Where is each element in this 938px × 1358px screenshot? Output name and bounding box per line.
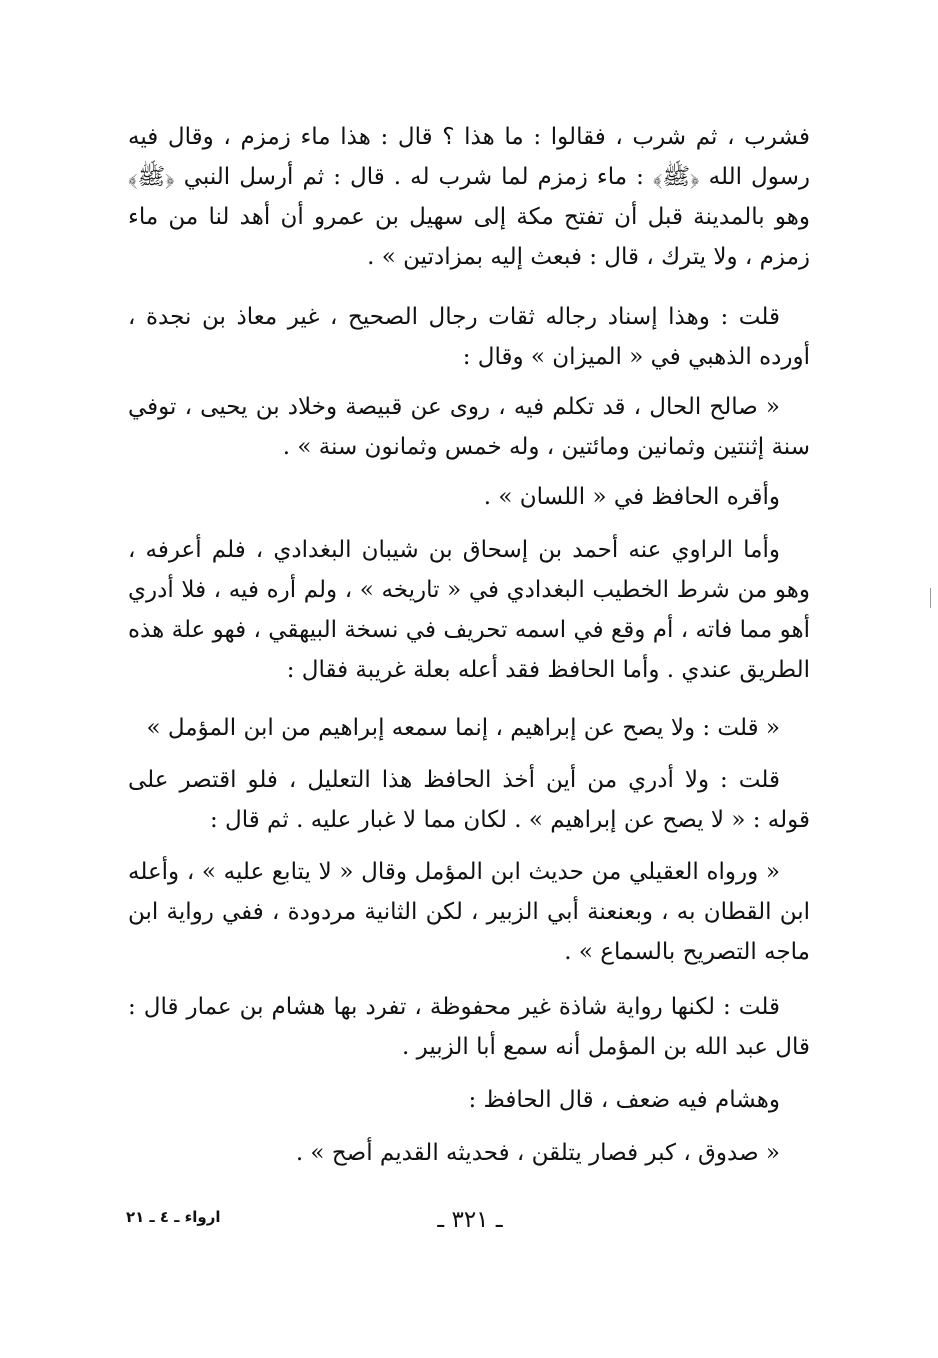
paragraph-hadith-zamzam: فشرب ، ثم شرب ، فقالوا : ما هذا ؟ قال : هذا ماء زمزم ، وقال فيه رسول الله ﴿ﷺ﴾ : ماء زمزم لما شرب له . قال : ثم أرسل النبي ﴿ﷺ﴾ وهو بالمدينة قبل أن تفتح مكة إلى سهيل بن عمرو أن أهد لنا من ماء زمزم ، ولا يترك ، قال : فبعث إليه بمزادتين » . [128, 124, 810, 270]
paragraph-narrator-discussion: وأما الراوي عنه أحمد بن إسحاق بن شيبان البغدادي ، فلم أعرفه ، وهو من شرط الخطيب البغدادي في « تاريخه » ، ولم أره فيه ، فلا أدري أهو مما فاته ، أم وقع في اسمه تحريف في نسخة البيهقي ، فهو علة هذه الطريق عندي . وأما الحافظ فقد أعله بعلة غريبة فقال : [128, 537, 810, 683]
paragraph-shadh-narration: قلت : لكنها رواية شاذة غير محفوظة ، تفرد بها هشام بن عمار قال : قال عبد الله بن المؤمل أنه سمع أبا الزبير . [128, 994, 810, 1060]
paragraph-hafiz-verdict: « صدوق ، كبر فصار يتلقن ، فحديثه القديم أصح » . [295, 1140, 780, 1166]
paragraph-hisham-weakness: وهشام فيه ضعف ، قال الحافظ : [468, 1087, 780, 1113]
paragraph-dhahabi-quote: « صالح الحال ، قد تكلم فيه ، روى عن قبيصة وخلاد بن يحيى ، توفي سنة إثنتين وثمانين ومائتين ، وله خمس وثمانون سنة » . [128, 394, 810, 460]
paragraph-hafiz-lisan: وأقره الحافظ في « اللسان » . [483, 484, 780, 510]
paragraph-isnad-assessment: قلت : وهذا إسناد رجاله ثقات رجال الصحيح ، غير معاذ بن نجدة ، أورده الذهبي في « الميزان » وقال : [128, 304, 810, 370]
paragraph-ta'lil-comment: قلت : ولا أدري من أين أخذ الحافظ هذا التعليل ، فلو اقتصر على قوله : « لا يصح عن إبراهيم » . لكان مما لا غبار عليه . ثم قال : [128, 767, 810, 833]
paragraph-hafiz-quote: « قلت : ولا يصح عن إبراهيم ، إنما سمعه إبراهيم من ابن المؤمل » [146, 715, 780, 741]
scan-edge-mark [930, 588, 931, 608]
footer-signature: ارواء ـ ٤ ـ ٢١ [126, 1208, 221, 1226]
paragraph-uqayli-quote: « ورواه العقيلي من حديث ابن المؤمل وقال « لا يتابع عليه » ، وأعله ابن القطان به ، وبعنعنة أبي الزبير ، لكن الثانية مردودة ، ففي رواية ابن ماجه التصريح بالسماع » . [128, 859, 810, 965]
page-number: ـ ٣٢١ ـ [437, 1207, 503, 1233]
